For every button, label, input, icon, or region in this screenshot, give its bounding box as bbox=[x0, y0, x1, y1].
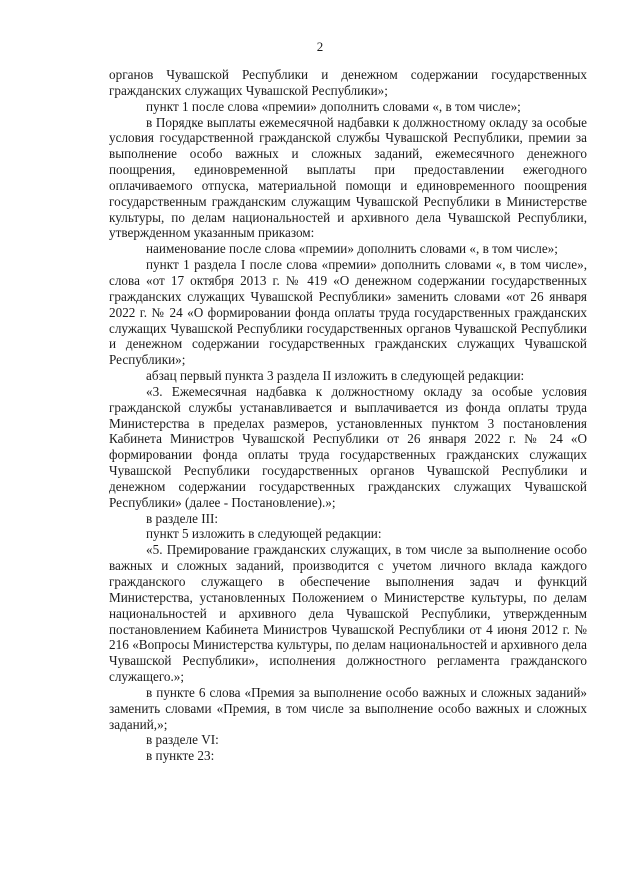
paragraph: в Порядке выплаты ежемесячной надбавки к должностному окладу за особые условия государственной гражданской службы Чувашской Республики, премии за выполнение особо важных и сложных заданий, ежемесячного денежного поощрения, единовременной выплаты при предоставлении ежегодного оплачиваемого отпуска, материальной помощи и единовременного поощрения государственным гражданским служащим Чувашской Республики в Министерстве культуры, по делам национальностей и архивного дела Чувашской Республики, утвержденном указанным приказом: bbox=[109, 114, 587, 241]
paragraph: органов Чувашской Республики и денежном содержании государственных гражданских служащих Чувашской Республики»; bbox=[109, 67, 587, 98]
paragraph: «3. Ежемесячная надбавка к должностному окладу за особые условия гражданской службы устанавливается и выплачивается из фонда оплаты труда Министерства в пределах размеров, установленных пунктом 3 постановления Кабинета Министров Чувашской Республики от 26 января 2022 г. № 24 «О формировании фонда оплаты труда государственных гражданских служащих Чувашской Республики государственных органов Чувашской Республики и денежном содержании государственных гражданских служащих Чувашской Республики» (далее - Постановление).»; bbox=[109, 383, 587, 510]
paragraph: в разделе III: bbox=[146, 510, 219, 526]
page-number: 2 bbox=[316, 39, 324, 54]
paragraph: в разделе VI: bbox=[146, 732, 219, 748]
paragraph: пункт 5 изложить в следующей редакции: bbox=[146, 526, 382, 542]
document-body bbox=[109, 67, 587, 764]
paragraph: пункт 1 раздела I после слова «премии» дополнить словами «, в том числе», слова «от 17 октября 2013 г. № 419 «О денежном содержании государственных гражданских служащих Чувашской Республики» заменить словами «от 26 января 2022 г. № 24 «О формировании фонда оплаты труда государственных гражданских служащих Чувашской Республики государственных органов Чувашской Республики и денежном содержании государственных гражданских служащих Чувашской Республики»; bbox=[109, 257, 587, 368]
paragraph: «5. Премирование гражданских служащих, в том числе за выполнение особо важных и сложных заданий, производится с учетом личного вклада каждого гражданского служащего в обеспечение выполнения задач и функций Министерства, установленных Положением о Министерстве культуры, по делам национальностей и архивного дела Чувашской Республики, утвержденным постановлением Кабинета Министров Чувашской Республики от 4 июня 2012 г. № 216 «Вопросы Министерства культуры, по делам национальностей и архивного дела Чувашской Республики», исполнения должностного регламента гражданского служащего.»; bbox=[109, 542, 587, 685]
paragraph: пункт 1 после слова «премии» дополнить словами «, в том числе»; bbox=[146, 98, 521, 114]
paragraph: в пункте 6 слова «Премия за выполнение особо важных и сложных заданий» заменить словами «Премия, в том числе за выполнение особо важных и сложных заданий,»; bbox=[109, 684, 587, 732]
paragraph: наименование после слова «премии» дополнить словами «, в том числе»; bbox=[146, 241, 558, 257]
paragraph: в пункте 23: bbox=[146, 748, 215, 764]
paragraph: абзац первый пункта 3 раздела II изложить в следующей редакции: bbox=[146, 368, 525, 384]
